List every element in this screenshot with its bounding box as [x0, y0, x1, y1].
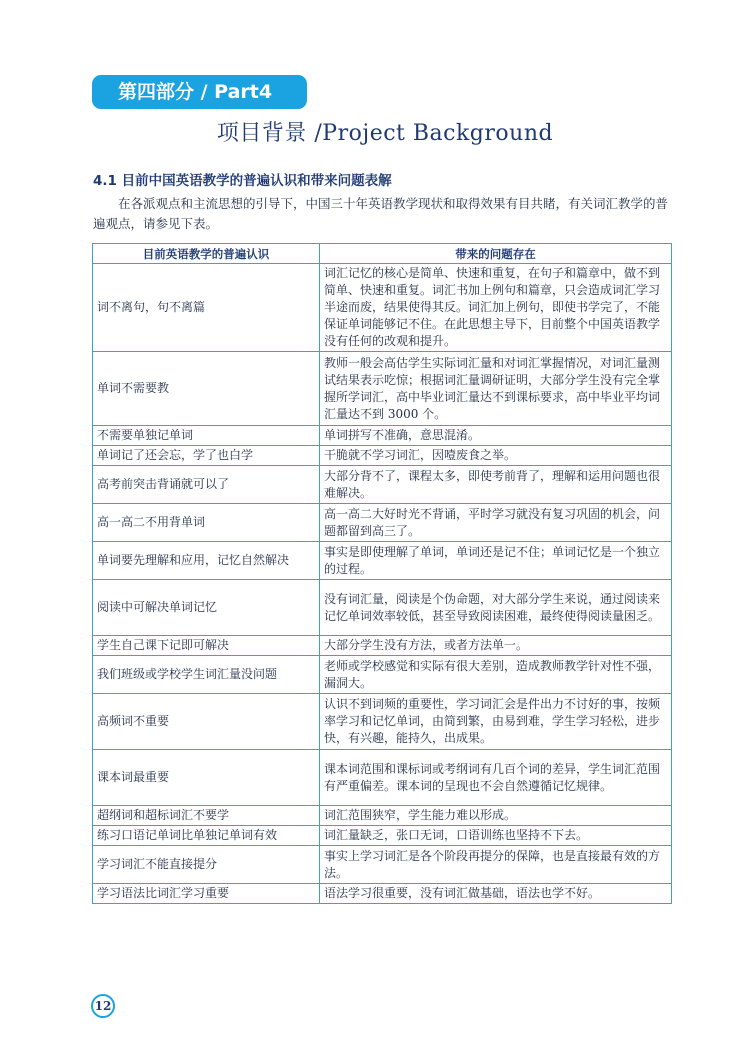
view-cell: 单词记了还会忘，学了也白学 [93, 446, 320, 466]
views-problems-table [92, 243, 672, 904]
problem-cell: 教师一般会高估学生实际词汇量和对词汇掌握情况，对词汇量测试结果表示吃惊；根据词汇量调研证明，大部分学生没有完全掌握所学词汇，高中毕业词汇量达不到课标要求，高中毕业平均词汇量达不到 3000 个。 [320, 352, 672, 426]
problem-cell: 词汇量缺乏，张口无词，口语训练也坚持不下去。 [320, 826, 672, 846]
problem-cell: 词汇范围狭窄，学生能力难以形成。 [320, 806, 672, 826]
problem-cell: 课本词范围和课标词或考纲词有几百个词的差异，学生词汇范围有严重偏差。课本词的呈现也不会自然遵循记忆规律。 [320, 750, 672, 806]
table-row [93, 426, 672, 446]
page-title: 项目背景 /Project Background [216, 121, 554, 146]
page-number: 12 [91, 994, 115, 1018]
part-banner: 第四部分 / Part4 [92, 75, 307, 109]
view-cell: 学习语法比词汇学习重要 [93, 884, 320, 904]
problem-cell: 语法学习很重要，没有词汇做基础，语法也学不好。 [320, 884, 672, 904]
view-cell: 高频词不重要 [93, 694, 320, 750]
problem-cell: 认识不到词频的重要性，学习词汇会是件出力不讨好的事，按频率学习和记忆单词，由简到繁，由易到难，学生学习轻松，进步快，有兴趣，能持久，出成果。 [320, 694, 672, 750]
view-cell: 学生自己课下记即可解决 [93, 636, 320, 656]
table-row [93, 466, 672, 504]
problem-cell: 事实上学习词汇是各个阶段再提分的保障，也是直接最有效的方法。 [320, 846, 672, 884]
view-cell: 学习词汇不能直接提分 [93, 846, 320, 884]
problem-cell: 单词拼写不准确，意思混淆。 [320, 426, 672, 446]
view-cell: 我们班级或学校学生词汇量没问题 [93, 656, 320, 694]
view-cell: 高考前突击背诵就可以了 [93, 466, 320, 504]
problem-cell: 大部分学生没有方法，或者方法单一。 [320, 636, 672, 656]
table-row [93, 542, 672, 580]
table-row [93, 884, 672, 904]
problem-cell: 干脆就不学习词汇，因噎废食之举。 [320, 446, 672, 466]
view-cell: 词不离句，句不离篇 [93, 264, 320, 352]
section-heading: 4.1 目前中国英语教学的普遍认识和带来问题表解 [93, 173, 392, 189]
view-cell: 单词要先理解和应用，记忆自然解决 [93, 542, 320, 580]
problem-cell: 事实是即使理解了单词，单词还是记不住；单词记忆是一个独立的过程。 [320, 542, 672, 580]
view-cell: 练习口语记单词比单独记单词有效 [93, 826, 320, 846]
table-row [93, 580, 672, 636]
table-row [93, 504, 672, 542]
view-cell: 阅读中可解决单词记忆 [93, 580, 320, 636]
problem-cell: 大部分背不了，课程太多，即使考前背了，理解和运用问题也很难解决。 [320, 466, 672, 504]
table-row [93, 846, 672, 884]
table-row [93, 264, 672, 352]
table-row [93, 694, 672, 750]
view-cell: 超纲词和超标词汇不要学 [93, 806, 320, 826]
view-cell: 课本词最重要 [93, 750, 320, 806]
table-row [93, 446, 672, 466]
view-cell: 高一高二不用背单词 [93, 504, 320, 542]
problem-cell: 高一高二大好时光不背诵，平时学习就没有复习巩固的机会，问题都留到高三了。 [320, 504, 672, 542]
table-header-row [93, 244, 672, 264]
intro-paragraph: 在各派观点和主流思想的引导下，中国三十年英语教学现状和取得效果有目共睹，有关词汇教学的普遍观点，请参见下表。 [93, 196, 669, 231]
table-row [93, 826, 672, 846]
table-row [93, 352, 672, 426]
column-header-problem: 带来的问题存在 [320, 244, 672, 264]
column-header-view: 目前英语教学的普遍认识 [93, 244, 320, 264]
table-row [93, 806, 672, 826]
table-row [93, 750, 672, 806]
table-row [93, 656, 672, 694]
problem-cell: 老师或学校感觉和实际有很大差别，造成教师教学针对性不强，漏洞大。 [320, 656, 672, 694]
problem-cell: 词汇记忆的核心是简单、快速和重复，在句子和篇章中，做不到简单、快速和重复。词汇书加上例句和篇章，只会造成词汇学习半途而废，结果使得其反。词汇加上例句，即使书学完了，不能保证单词能够记不住。在此思想主导下，目前整个中国英语教学没有任何的改观和提升。 [320, 264, 672, 352]
view-cell: 单词不需要教 [93, 352, 320, 426]
table-row [93, 636, 672, 656]
view-cell: 不需要单独记单词 [93, 426, 320, 446]
problem-cell: 没有词汇量，阅读是个伪命题，对大部分学生来说，通过阅读来记忆单词效率较低，甚至导致阅读困难，最终使得阅读量困乏。 [320, 580, 672, 636]
